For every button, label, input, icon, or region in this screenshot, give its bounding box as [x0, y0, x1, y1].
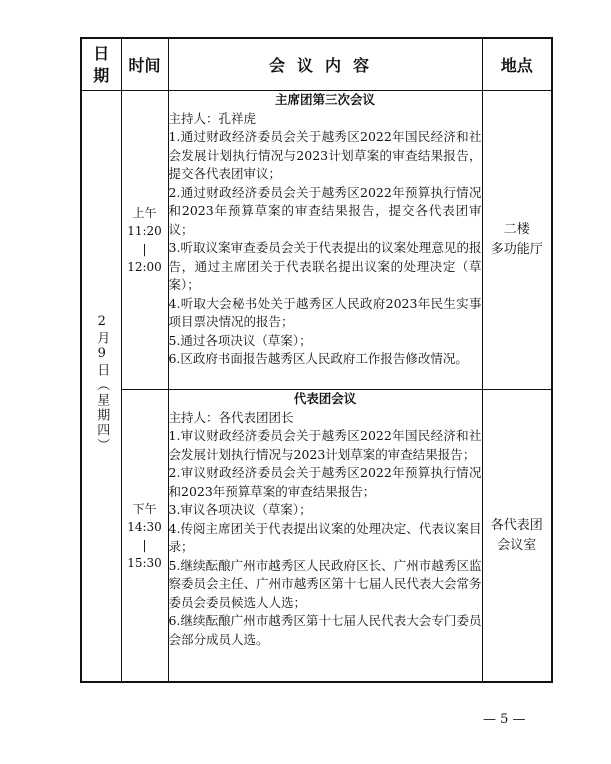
meeting-host: 主持人：各代表团团长 [168, 409, 294, 425]
location-cell-afternoon [482, 390, 552, 683]
time-start: 14:30 [127, 519, 162, 534]
time-period: 上午 [132, 206, 157, 220]
session-row-afternoon [81, 390, 552, 683]
time-cell-morning [121, 91, 168, 390]
header-time: 时间 [121, 38, 168, 91]
time-cell-afternoon [121, 390, 168, 683]
location-line: 二楼 [503, 222, 530, 237]
agenda-item: 4.传阅主席团关于代表提出议案的处理决定、代表议案目录； [168, 520, 482, 554]
session-row-morning [81, 91, 552, 390]
content-cell-afternoon [168, 390, 482, 683]
time-start: 11:20 [127, 224, 162, 238]
agenda-item: 4.听取大会秘书处关于越秀区人民政府2023年民生实事项目票决情况的报告； [168, 295, 482, 329]
meeting-host: 主持人：孔祥虎 [168, 110, 257, 126]
header-location: 地点 [482, 38, 552, 91]
agenda-item: 5.继续酝酿广州市越秀区人民政府区长、广州市越秀区监察委员会主任、广州市越秀区第十七届人民代表大会常务委员会委员候选人人选； [168, 557, 482, 610]
time-separator: | [142, 537, 147, 552]
time-period: 下午 [132, 501, 157, 516]
agenda-item: 6.区政府书面报告越秀区人民政府工作报告修改情况。 [168, 351, 468, 366]
page-number: — 5 — [483, 712, 526, 727]
time-end: 15:30 [127, 555, 162, 570]
header-date-text: 日期 [93, 43, 110, 85]
agenda-item: 2.通过财政经济委员会关于越秀区2022年预算执行情况和2023年预算草案的审查结果报告，提交各代表团审议； [168, 184, 482, 237]
agenda-item: 5.通过各项决议（草案）； [168, 332, 312, 348]
meeting-title: 代表团会议 [293, 391, 357, 406]
agenda-item: 1.审议财政经济委员会关于越秀区2022年国民经济和社会发展计划执行情况与2023计划草案的审查结果报告； [168, 428, 482, 462]
agenda-item: 3.审议各项决议（草案）； [168, 502, 312, 517]
date-text: 2月9日（星期四） [94, 313, 110, 453]
agenda-item: 6.继续酝酿广州市越秀区第十七届人民代表大会专门委员会部分成员人选。 [168, 613, 482, 647]
date-cell [81, 91, 121, 683]
time-separator: | [142, 242, 147, 256]
location-line: 多功能厅 [490, 242, 543, 257]
agenda-item: 2.审议财政经济委员会关于越秀区2022年预算执行情况和2023年预算草案的审查结果报告； [168, 465, 482, 499]
meeting-title: 主席团第三次会议 [274, 92, 375, 107]
time-end: 12:00 [127, 260, 162, 274]
header-row [81, 38, 552, 91]
agenda-item: 3.听取议案审查委员会关于代表提出的议案处理意见的报告，通过主席团关于代表联名提出议案的处理决定（草案）； [168, 240, 482, 292]
location-line: 会议室 [497, 537, 537, 553]
header-date [81, 38, 121, 91]
agenda-item: 1.通过财政经济委员会关于越秀区2022年国民经济和社会发展计划执行情况与2023计划草案的审查结果报告，提交各代表团审议； [168, 129, 482, 181]
content-cell-morning [168, 91, 482, 390]
location-cell-morning [482, 91, 552, 390]
location-line: 各代表团 [490, 517, 543, 533]
schedule-table [80, 37, 553, 683]
header-content: 会议内容 [168, 38, 482, 91]
